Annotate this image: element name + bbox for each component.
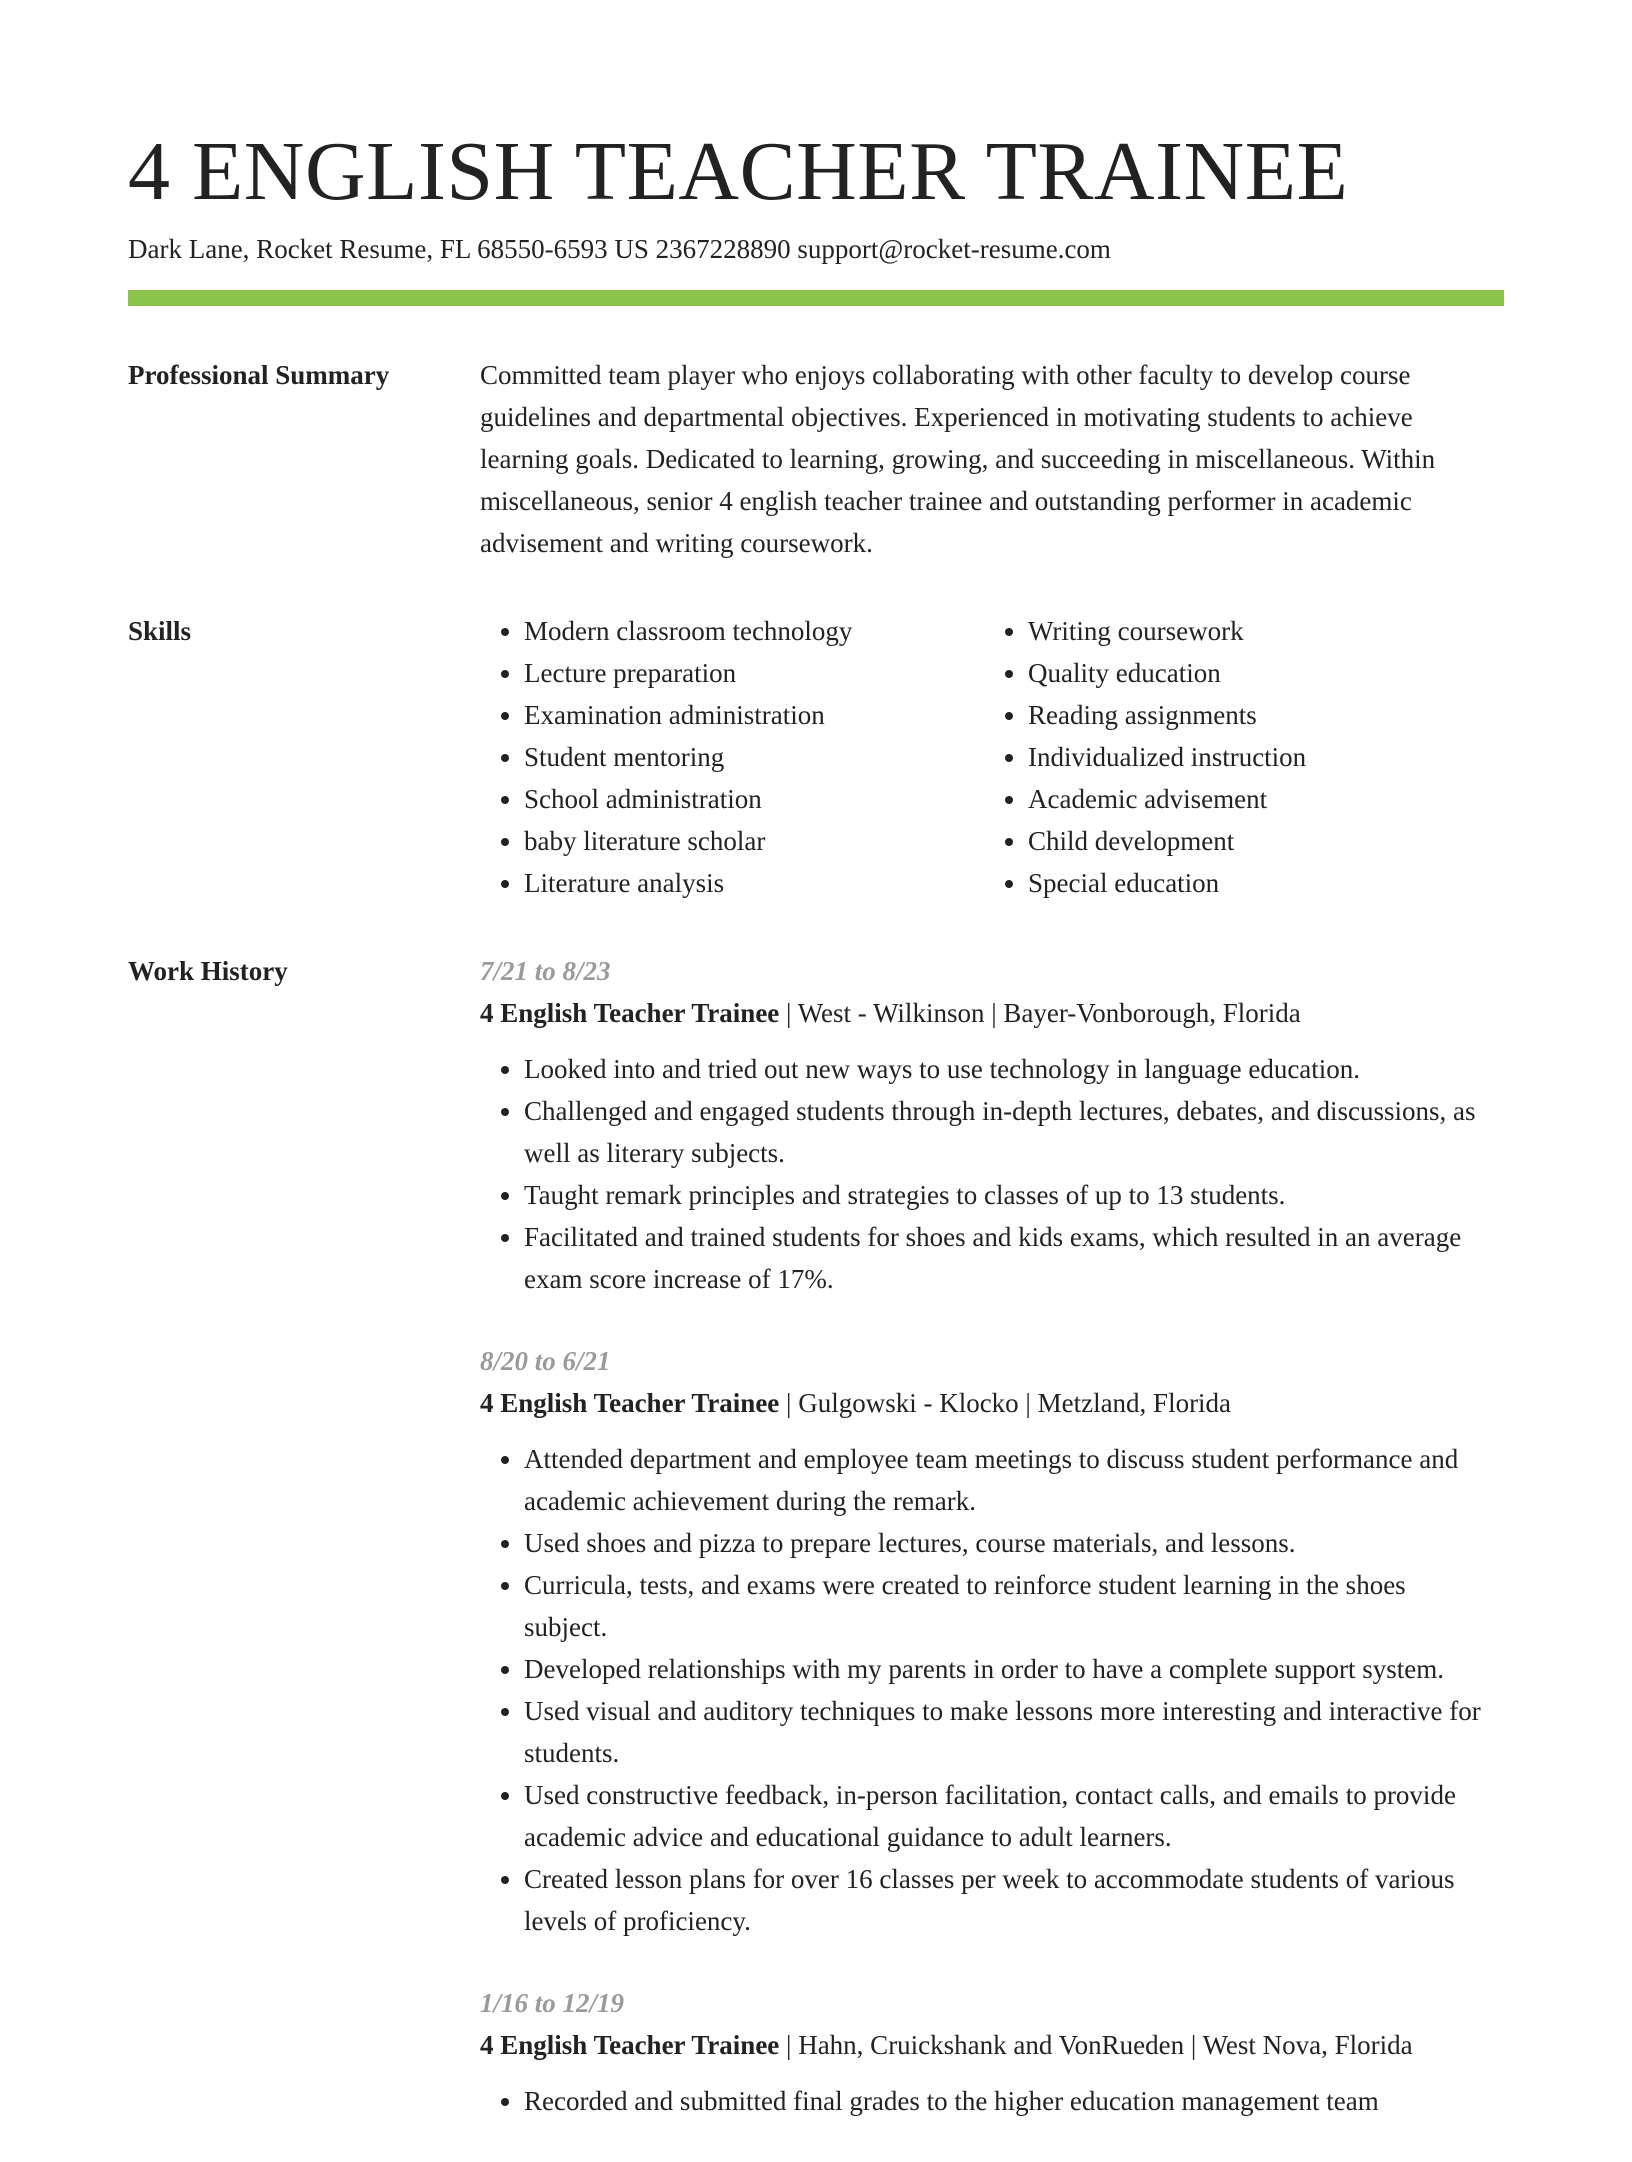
job-bullet: • Taught remark principles and strategies to classes of up to 13 students. <box>524 1174 1504 1216</box>
summary-body <box>480 354 1504 564</box>
job-entry <box>480 1340 1504 1942</box>
job-employer-location: | West - Wilkinson | Bayer-Vonborough, Florida <box>779 998 1301 1028</box>
job-dates: 1/16 to 12/19 <box>480 1988 625 2018</box>
skills-list-right <box>984 610 1488 904</box>
job-heading <box>480 992 1504 1034</box>
skill-item: • Student mentoring <box>524 736 984 778</box>
job-entry <box>480 1982 1504 2122</box>
job-bullet: • Used visual and auditory techniques to make lessons more interesting and interactive for students. <box>524 1690 1504 1774</box>
skill-item: • Lecture preparation <box>524 652 984 694</box>
header-divider <box>128 290 1504 306</box>
summary-heading: Professional Summary <box>128 360 390 390</box>
job-bullet: • Attended department and employee team meetings to discuss student performance and academic achievement during the remark. <box>524 1438 1504 1522</box>
summary-section <box>128 354 1504 564</box>
job-bullet: • Curricula, tests, and exams were created to reinforce student learning in the shoes subject. <box>524 1564 1504 1648</box>
skills-heading: Skills <box>128 616 192 646</box>
skill-item: • Child development <box>1028 820 1488 862</box>
job-bullets <box>480 1438 1504 1942</box>
work-history-body <box>480 950 1504 2162</box>
job-bullet: • Created lesson plans for over 16 classes per week to accommodate students of various levels of proficiency. <box>524 1858 1504 1942</box>
job-dates: 8/20 to 6/21 <box>480 1346 611 1376</box>
job-heading <box>480 2024 1504 2066</box>
skills-body <box>480 610 1504 904</box>
skills-list-left <box>480 610 984 904</box>
job-bullet: • Challenged and engaged students through in-depth lectures, debates, and discussions, as well as literary subjects. <box>524 1090 1504 1174</box>
job-bullets <box>480 1048 1504 1300</box>
resume-page <box>128 0 1504 2162</box>
job-bullet: • Developed relationships with my parents in order to have a complete support system. <box>524 1648 1504 1690</box>
work-history-heading: Work History <box>128 956 288 986</box>
skill-item: • Literature analysis <box>524 862 984 904</box>
candidate-name: 4 ENGLISH TEACHER TRAINEE <box>128 125 1349 218</box>
contact-line: Dark Lane, Rocket Resume, FL 68550-6593 US 2367228890 support@rocket-resume.com <box>128 234 1111 264</box>
job-entry <box>480 950 1504 1300</box>
skill-item: • School administration <box>524 778 984 820</box>
summary-text: Committed team player who enjoys collaborating with other faculty to develop course guidelines and departmental objectives. Experienced in motivating students to achieve learning goals. Dedicated to learning, growing, and succeeding in miscellaneous. Within miscellaneous, senior 4 english teacher trainee and outstanding performer in academic advisement and writing coursework. <box>480 360 1436 558</box>
skill-item: • Individualized instruction <box>1028 736 1488 778</box>
skill-item: • Writing coursework <box>1028 610 1488 652</box>
skill-item: • Examination administration <box>524 694 984 736</box>
job-bullet: • Looked into and tried out new ways to use technology in language education. <box>524 1048 1504 1090</box>
job-title: 4 English Teacher Trainee <box>480 998 780 1028</box>
work-history-section <box>128 950 1504 2162</box>
job-employer-location: | Gulgowski - Klocko | Metzland, Florida <box>779 1388 1232 1418</box>
job-bullet: • Recorded and submitted final grades to the higher education management team <box>524 2080 1504 2122</box>
job-bullet: • Used shoes and pizza to prepare lectures, course materials, and lessons. <box>524 1522 1504 1564</box>
job-title: 4 English Teacher Trainee <box>480 2030 780 2060</box>
skills-section <box>128 610 1504 904</box>
skill-item: • Modern classroom technology <box>524 610 984 652</box>
job-title: 4 English Teacher Trainee <box>480 1388 780 1418</box>
job-heading <box>480 1382 1504 1424</box>
job-bullets <box>480 2080 1504 2122</box>
skill-item: • baby literature scholar <box>524 820 984 862</box>
skill-item: • Academic advisement <box>1028 778 1488 820</box>
skill-item: • Reading assignments <box>1028 694 1488 736</box>
job-dates: 7/21 to 8/23 <box>480 956 611 986</box>
job-bullet: • Used constructive feedback, in-person facilitation, contact calls, and emails to provide academic advice and educational guidance to adult learners. <box>524 1774 1504 1858</box>
job-bullet: • Facilitated and trained students for shoes and kids exams, which resulted in an average exam score increase of 17%. <box>524 1216 1504 1300</box>
job-employer-location: | Hahn, Cruickshank and VonRueden | West Nova, Florida <box>779 2030 1413 2060</box>
skill-item: • Quality education <box>1028 652 1488 694</box>
skill-item: • Special education <box>1028 862 1488 904</box>
